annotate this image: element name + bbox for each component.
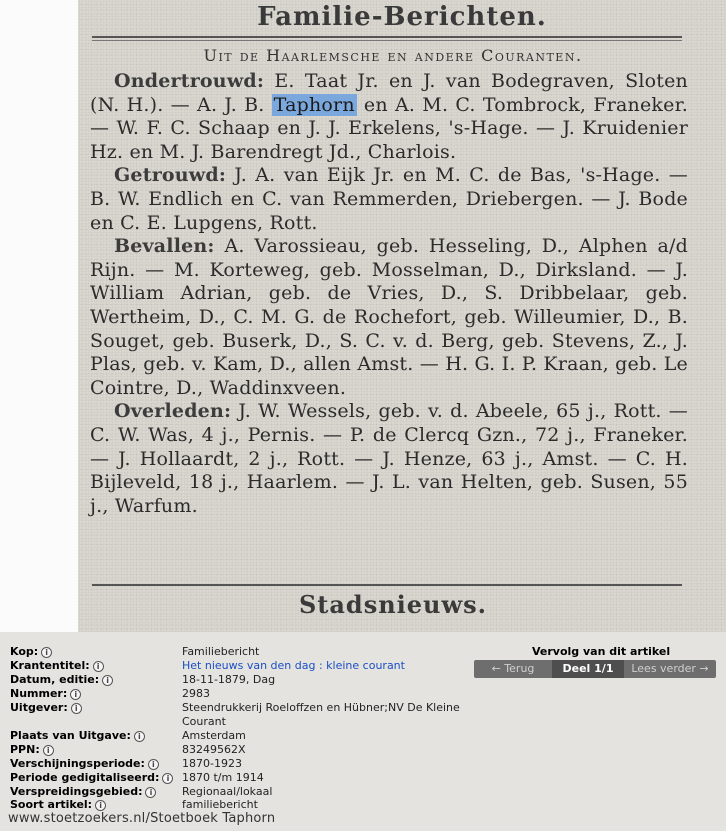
info-icon[interactable]: i (41, 647, 52, 658)
section-text: en A. M. C. Tombrock, Franeker. — W. F. C. Schaap en J. J. Erkelens, 's-Hage. — J. Kruidenier Hz. en M. J. Barendregt Jd., Charlois. (90, 93, 688, 163)
section-overleden (90, 400, 688, 518)
current-part-indicator: Deel 1/1 (552, 660, 624, 678)
section-lead: Ondertrouwd: (114, 70, 265, 92)
info-icon[interactable]: i (102, 675, 113, 686)
meta-value: Amsterdam (182, 729, 246, 742)
info-icon[interactable]: i (95, 800, 106, 811)
heading-rule (92, 36, 682, 38)
meta-label: Verspreidingsgebied: (10, 785, 143, 798)
meta-label: PPN: (10, 743, 40, 756)
next-article-heading: Stadsnieuws. (298, 590, 488, 619)
section-text: E. Taat Jr. en J. van Bodegraven, Sloten (N. H.). — A. J. B. (90, 70, 688, 116)
meta-label: Periode gedigitaliseerd: (10, 771, 160, 784)
section-getrouwd (90, 164, 688, 235)
newspaper-title-link[interactable]: Het nieuws van den dag : kleine courant (182, 659, 405, 672)
section-text: J. A. van Eijk Jr. en M. C. de Bas, 's-Hage. — B. W. Endlich en C. van Remmerden, Driebergen. — J. Bode en C. E. Lupgens, Rott. (90, 164, 688, 234)
search-highlight: Taphorn (273, 93, 355, 116)
meta-label: Verschijningsperiode: (10, 757, 145, 770)
newspaper-clipping (78, 0, 726, 632)
info-icon[interactable]: i (134, 731, 145, 742)
section-text: J. W. Wessels, geb. v. d. Abeele, 65 j., Rott. — C. W. Was, 4 j., Pernis. — P. de Clercq Gzn., 72 j., Franeker. — J. Hollaardt, 2 j., Rott. — J. Henze, 63 j., Amst. — C. H. Bijleveld, 18 j., Haarlem. — J. L. van Helten, geb. Susen, 55 j., Warfum. (90, 400, 688, 517)
section-lead: Getrouwd: (114, 164, 227, 187)
article-pager (474, 660, 716, 678)
meta-label: Uitgever: (10, 701, 68, 714)
metadata-panel (0, 632, 726, 831)
meta-value: Courant (182, 715, 226, 728)
info-icon[interactable]: i (145, 787, 156, 798)
section-lead: Overleden: (114, 400, 232, 423)
read-more-button[interactable]: Lees verder → (631, 662, 709, 675)
info-icon[interactable]: i (148, 759, 159, 770)
meta-label: Soort artikel: (10, 798, 93, 811)
watermark-caption: www.stoetzoekers.nl/Stoetboek Taphorn (8, 811, 276, 826)
heading-rule-thin (92, 40, 682, 41)
meta-label: Krantentitel: (10, 659, 90, 672)
meta-value: 83249562X (182, 743, 246, 756)
info-icon[interactable]: i (93, 661, 104, 672)
section-bevallen (90, 235, 688, 400)
meta-value: Familiebericht (182, 645, 260, 658)
meta-value: 2983 (182, 687, 210, 700)
article-subtitle: Uit de Haarlemsche en andere Couranten. (203, 46, 583, 65)
info-icon[interactable]: i (70, 689, 81, 700)
meta-value: 18-11-1879, Dag (182, 673, 276, 686)
article-body (90, 70, 688, 518)
meta-label: Datum, editie: (10, 673, 100, 686)
vervolg-heading: Vervolg van dit artikel (532, 645, 671, 658)
meta-value: Regionaal/lokaal (182, 785, 273, 798)
meta-value: 1870-1923 (182, 757, 242, 770)
section-ondertrouwd (90, 70, 688, 164)
info-icon[interactable]: i (71, 703, 82, 714)
back-button[interactable]: ← Terug (491, 662, 535, 675)
footer-rule (92, 584, 682, 586)
info-icon[interactable]: i (162, 773, 173, 784)
meta-label: Nummer: (10, 687, 68, 700)
section-lead: Bevallen: (114, 235, 215, 258)
meta-label: Plaats van Uitgave: (10, 729, 131, 742)
meta-label: Kop: (10, 645, 39, 658)
article-heading: Familie-Berichten. (257, 2, 547, 32)
meta-value: familiebericht (182, 798, 258, 811)
meta-value: Steendrukkerij Roeloffzen en Hübner;NV De Kleine (182, 701, 460, 714)
section-text: A. Varossieau, geb. Hesseling, D., Alphen a/d Rijn. — M. Korteweg, geb. Mosselman, D., Dirksland. — J. William Adrian, geb. de Vries, D., S. Dribbelaar, geb. Wertheim, D., C. M. G. de Rochefort, geb. Willeumier, D., B. Souget, geb. Buserk, D., S. C. v. d. Berg, geb. Stevens, Z., J. Plas, geb. v. Kam, D., allen Amst. — H. G. I. P. Kraan, geb. Le Cointre, D., Waddinxveen. (90, 235, 688, 399)
info-icon[interactable]: i (43, 745, 54, 756)
meta-value: 1870 t/m 1914 (182, 771, 264, 784)
